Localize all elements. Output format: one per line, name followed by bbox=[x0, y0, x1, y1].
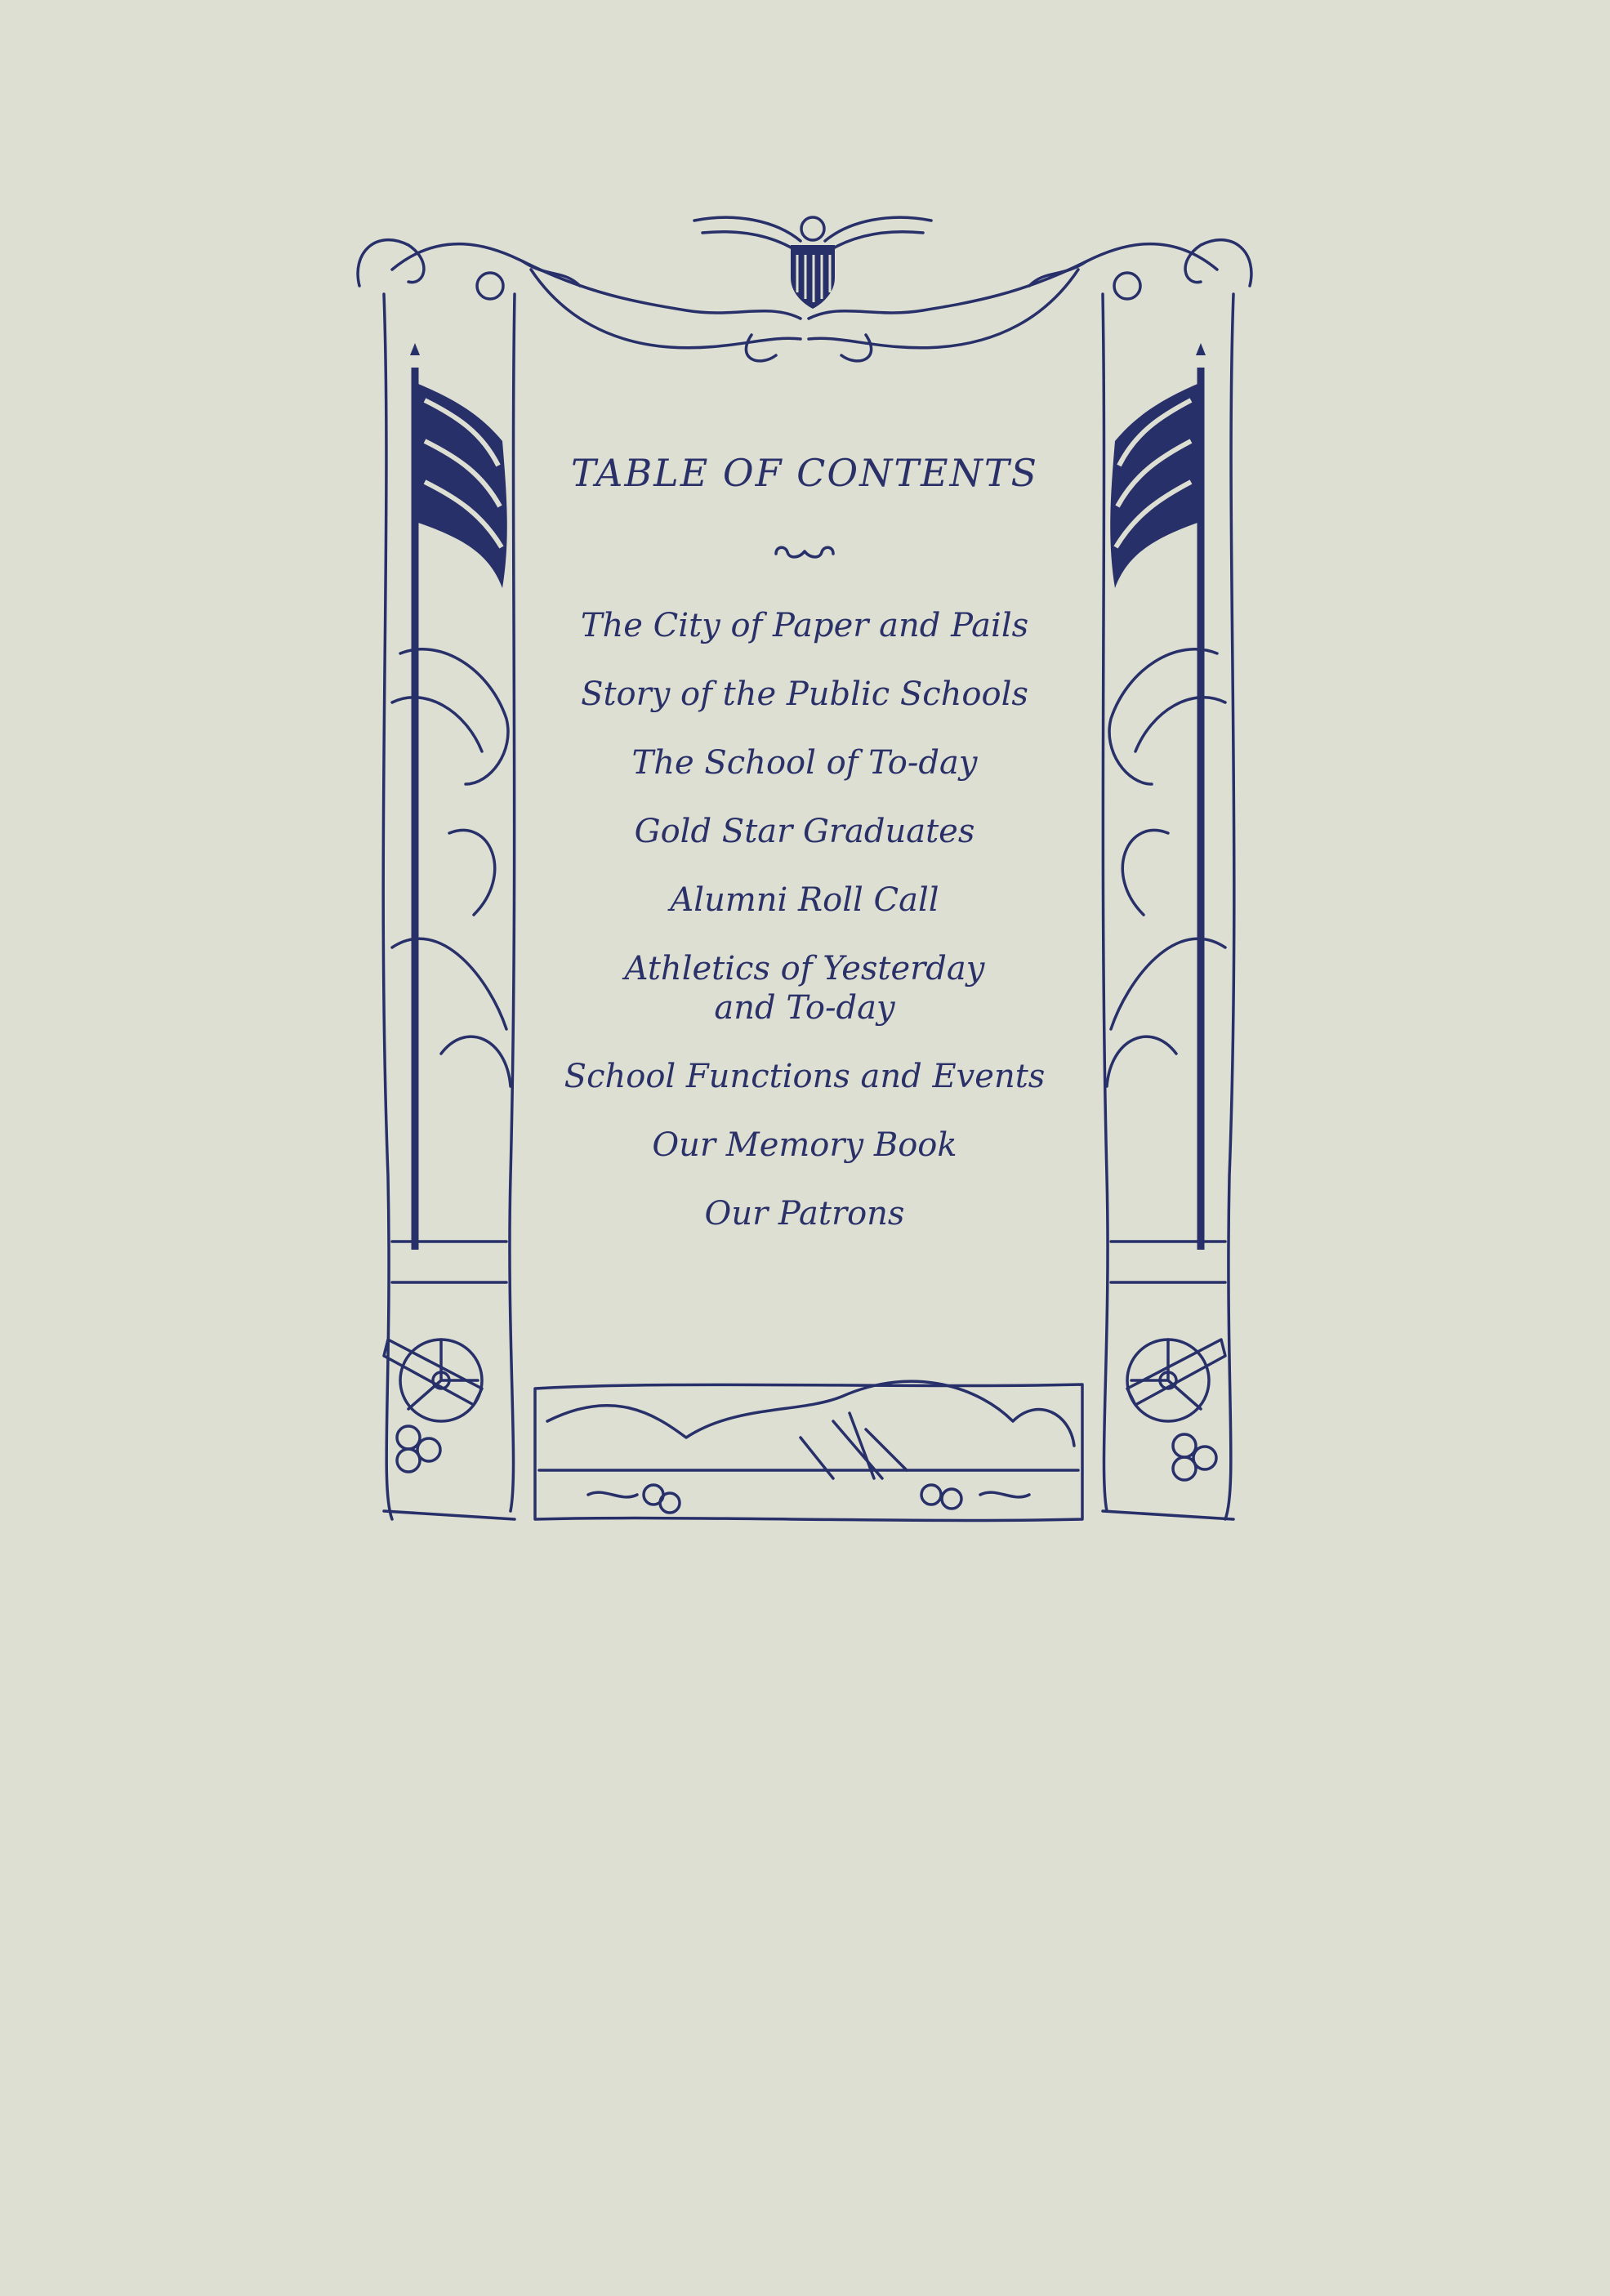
toc-item-school-functions: School Functions and Events bbox=[564, 1058, 1046, 1095]
bottom-panel bbox=[535, 1381, 1082, 1520]
table-of-contents bbox=[531, 606, 1078, 1263]
toc-item-city-of-paper-and-pails: The City of Paper and Pails bbox=[580, 607, 1029, 644]
flag-icon bbox=[1110, 343, 1206, 1250]
toc-item-alumni-roll-call: Alumni Roll Call bbox=[670, 881, 939, 919]
cannonball-icon bbox=[397, 1426, 440, 1472]
toc-item-our-patrons: Our Patrons bbox=[704, 1195, 905, 1233]
scroll-ornament-icon bbox=[768, 539, 841, 564]
flag-icon bbox=[410, 343, 507, 1250]
toc-item-school-of-today: The School of To-day bbox=[631, 744, 978, 782]
right-clouds bbox=[1107, 649, 1225, 1282]
eagle-shield-icon bbox=[694, 217, 931, 309]
toc-item-memory-book: Our Memory Book bbox=[652, 1126, 957, 1164]
left-clouds bbox=[392, 649, 511, 1282]
toc-item-athletics: Athletics of Yesterday and To-day bbox=[624, 950, 985, 1027]
toc-item-story-of-public-schools: Story of the Public Schools bbox=[581, 675, 1028, 713]
cannon-icon bbox=[1127, 1340, 1225, 1421]
cannon-icon bbox=[384, 1340, 482, 1421]
cannonball-icon bbox=[1173, 1434, 1216, 1480]
toc-item-gold-star-graduates: Gold Star Graduates bbox=[634, 813, 975, 850]
page-title: TABLE OF CONTENTS bbox=[570, 451, 1039, 495]
